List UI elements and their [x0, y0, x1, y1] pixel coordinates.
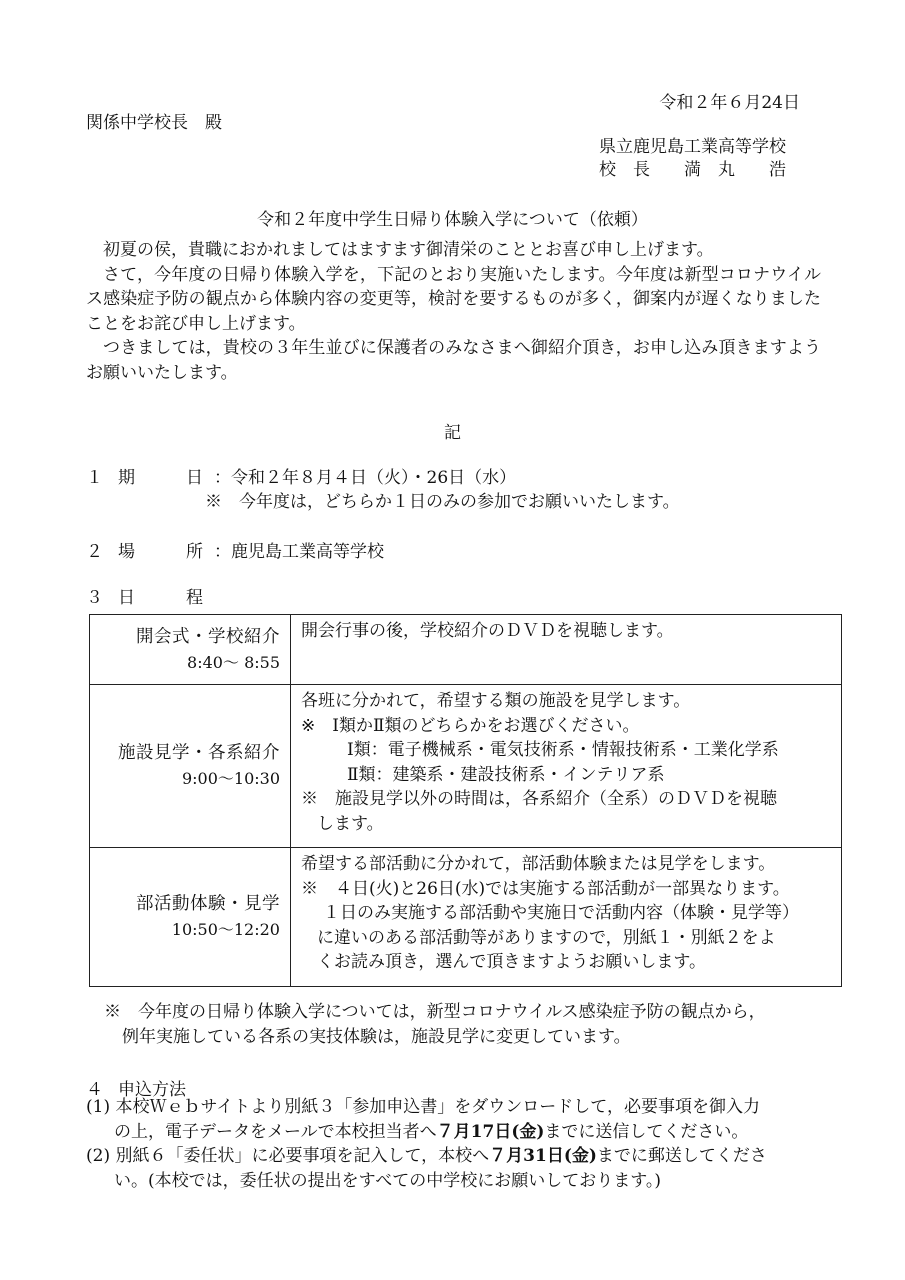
- schedule-table: [89, 614, 842, 987]
- body-paragraph-3: つきましては，貴校の３年生並びに保護者のみなさまへ御紹介頂き，お申し込み頂きますようお願いいたします。: [86, 338, 821, 383]
- recipient: 関係中学校長 殿: [86, 113, 222, 133]
- schedule-event-cell: [90, 615, 291, 685]
- schedule-event-cell: [90, 848, 291, 987]
- document-body: [86, 238, 821, 385]
- detail-line: Ⅱ類：建築系・建設技術系・インテリア系: [347, 764, 665, 785]
- event-time: 9:00～10:30: [181, 769, 280, 788]
- text-span: までに郵送してくださ: [596, 1146, 767, 1166]
- text-span: の上，電子データをメールで本校担当者へ: [114, 1121, 437, 1142]
- body-paragraph-1: 初夏の侯，貴職におかれましてはますます御清栄のこととお喜び申し上げます。: [103, 240, 714, 260]
- detail-line: 開会行事の後，学校紹介のＤＶＤを視聴します。: [301, 621, 674, 641]
- application-items: [86, 1095, 767, 1193]
- event-name: 部活動体験・見学: [136, 894, 280, 914]
- schedule-detail-cell: [291, 615, 842, 685]
- date-note: ※ 今年度は，どちらか１日のみの参加でお願いいたします。: [205, 492, 680, 512]
- detail-line: ※ 施設見学以外の時間は，各系紹介（全系）のＤＶＤを視聴: [301, 789, 777, 809]
- ki-heading: 記: [444, 423, 461, 443]
- schedule-row: [90, 615, 842, 685]
- application-item-1-line: (1) 本校Ｗｅｂサイトより別紙３「参加申込書」をダウンロードして，必要事項を御入力: [86, 1097, 760, 1117]
- event-time: 10:50～12:20: [171, 920, 280, 939]
- schedule-event-cell: [90, 685, 291, 848]
- section-number: ３: [86, 588, 103, 608]
- deadline-2: ７月31日(金): [489, 1146, 597, 1166]
- event-time: 8:40～ 8:55: [187, 652, 280, 672]
- schedule-row: [90, 685, 842, 848]
- document-date: 令和２年６月24日: [659, 93, 800, 113]
- notice: [104, 1000, 766, 1050]
- section-number: １: [86, 468, 103, 488]
- section-date: [86, 463, 516, 488]
- section-value: ：令和２年８月４日（火）・26日（水）: [214, 468, 517, 488]
- application-item-2-line: [86, 1144, 767, 1169]
- detail-line: １日のみ実施する部活動や実施日で活動内容（体験・見学等）: [323, 903, 799, 923]
- application-item-2-line: い。(本校では，委任状の提出をすべての中学校にお願いしております。): [114, 1170, 662, 1191]
- section-label: 場 所: [118, 542, 203, 562]
- application-item-1-line: [86, 1120, 767, 1145]
- text-span: までに送信してください。: [544, 1121, 749, 1142]
- notice-line: ※ 今年度の日帰り体験入学については，新型コロナウイルス感染症予防の観点から，: [104, 1002, 766, 1022]
- detail-line: ※ ４日(火)と26日(水)では実施する部活動が一部異なります。: [301, 878, 790, 899]
- section-number: ４: [86, 1080, 103, 1100]
- schedule-detail-cell: [291, 685, 842, 848]
- section-place: [86, 537, 384, 562]
- section-value: ：鹿児島工業高等学校: [214, 542, 384, 562]
- deadline-1: ７月17日(金): [436, 1121, 545, 1142]
- section-schedule-heading: [86, 583, 214, 608]
- schedule-detail-cell: [291, 848, 842, 987]
- detail-line: 各班に分かれて，希望する類の施設を見学します。: [301, 691, 691, 711]
- section-label: 日 程: [118, 588, 203, 608]
- event-name: 施設見学・各系紹介: [118, 743, 280, 763]
- section-label: 期 日: [118, 468, 203, 488]
- body-paragraph-2: さて，今年度の日帰り体験入学を，下記のとおり実施いたします。今年度は新型コロナウイルス感染症予防の観点から体験内容の変更等，検討を要するものが多く，御案内が遅くなりましたことをお詫び申し上げます。: [86, 264, 821, 334]
- document-title: 令和２年度中学生日帰り体験入学について（依頼）: [257, 210, 648, 230]
- schedule-row: [90, 848, 842, 987]
- detail-line: します。: [317, 813, 384, 834]
- detail-line: 希望する部活動に分かれて，部活動体験または見学をします。: [301, 854, 776, 874]
- detail-line: Ⅰ類：電子機械系・電気技術系・情報技術系・工業化学系: [347, 740, 779, 760]
- sender-school: 県立鹿児島工業高等学校: [599, 137, 786, 157]
- section-number: ２: [86, 542, 103, 562]
- section-label: 申込方法: [118, 1080, 186, 1100]
- sender-principal: 校 長 満 丸 浩: [599, 160, 786, 180]
- detail-line: に違いのある部活動等がありますので，別紙１・別紙２をよ: [317, 927, 776, 948]
- detail-line: くお読み頂き，選んで頂きますようお願いします。: [317, 952, 706, 972]
- detail-line: ※ Ⅰ類かⅡ類のどちらかをお選びください。: [301, 715, 640, 736]
- event-name: 開会式・学校紹介: [136, 626, 280, 647]
- notice-line: 例年実施している各系の実技体験は，施設見学に変更しています。: [122, 1027, 631, 1047]
- text-span: (2) 別紙６「委任状」に必要事項を記入して，本校へ: [86, 1146, 490, 1166]
